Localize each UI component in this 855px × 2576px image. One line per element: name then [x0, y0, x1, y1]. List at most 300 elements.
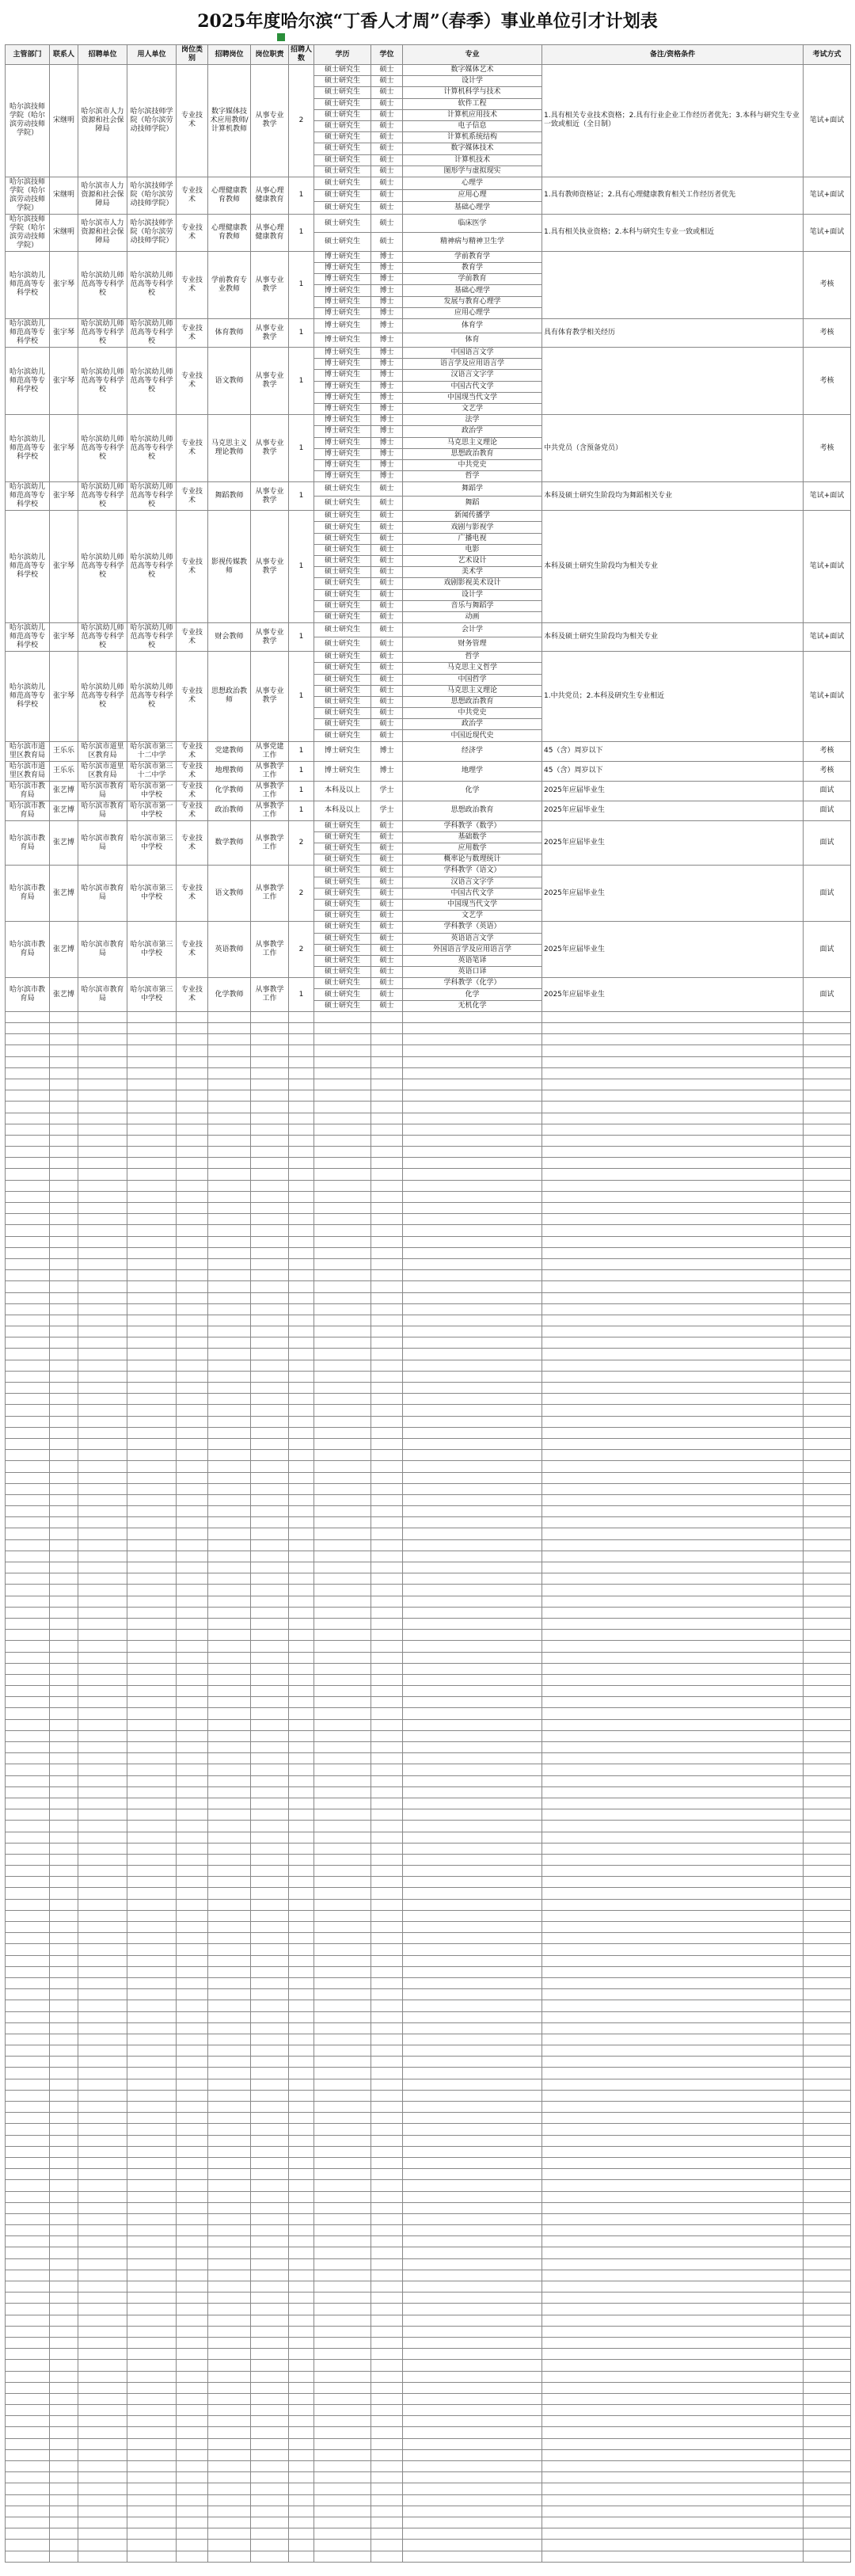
table-cell [127, 1663, 177, 1674]
table-cell [542, 1562, 804, 1573]
table-row [6, 1933, 851, 1944]
cell-major: 学科教学（数学） [403, 820, 542, 831]
table-cell [177, 1247, 208, 1258]
table-cell [177, 1483, 208, 1494]
cell-duty: 从事教学工作 [251, 761, 289, 781]
table-cell [542, 1977, 804, 1988]
cell-major: 中共党史 [403, 708, 542, 719]
table-row [6, 1292, 851, 1303]
cell-contact: 张宇琴 [50, 652, 78, 742]
table-cell [371, 1337, 403, 1349]
table-cell [314, 1461, 371, 1472]
cell-major: 中国现当代文学 [403, 392, 542, 403]
table-cell [542, 2315, 804, 2326]
cell-num: 2 [289, 820, 314, 866]
table-cell [78, 1303, 127, 1315]
table-cell [371, 2247, 403, 2258]
table-cell [542, 1607, 804, 1618]
table-row [6, 415, 851, 426]
cell-edu: 硕士研究生 [314, 482, 371, 497]
table-cell [314, 1067, 371, 1079]
cell-major: 财务管理 [403, 637, 542, 652]
table-cell [50, 2102, 78, 2113]
table-cell [314, 1147, 371, 1158]
table-cell [403, 2494, 542, 2506]
table-row [6, 1596, 851, 1607]
table-cell [804, 2551, 851, 2562]
table-cell [251, 2146, 289, 2157]
table-cell [314, 1944, 371, 1955]
table-row [6, 1337, 851, 1349]
table-cell [6, 1966, 50, 1977]
table-cell [208, 1607, 251, 1618]
cell-unit: 哈尔滨幼儿师范高等专科学校 [78, 623, 127, 652]
table-cell [289, 1371, 314, 1382]
table-cell [127, 1944, 177, 1955]
table-cell [314, 2337, 371, 2348]
table-cell [6, 1585, 50, 1596]
table-cell [371, 2281, 403, 2293]
table-cell [208, 1798, 251, 1809]
table-cell [289, 1472, 314, 1483]
table-cell [127, 1258, 177, 1269]
table-cell [6, 1079, 50, 1090]
table-cell [804, 1742, 851, 1753]
cell-dept: 哈尔滨市教育局 [6, 781, 50, 801]
table-row [6, 2102, 851, 2113]
table-cell [6, 1169, 50, 1180]
cell-num: 1 [289, 623, 314, 652]
table-cell [127, 1517, 177, 1528]
table-cell [127, 2551, 177, 2562]
cell-contact: 张宇琴 [50, 319, 78, 348]
cell-degree: 硕士 [371, 511, 403, 522]
table-cell [542, 1618, 804, 1629]
table-cell [804, 1539, 851, 1551]
table-cell [289, 2258, 314, 2270]
table-cell [371, 1821, 403, 1832]
table-cell [50, 1450, 78, 1461]
table-cell [78, 1034, 127, 1045]
cell-num: 1 [289, 978, 314, 1012]
cell-major: 马克思主义理论 [403, 437, 542, 448]
table-cell [50, 2393, 78, 2404]
table-cell [403, 2438, 542, 2449]
table-cell [251, 1922, 289, 1933]
cell-major: 学科教学（英语） [403, 922, 542, 933]
table-cell [127, 1719, 177, 1730]
table-cell [251, 1258, 289, 1269]
table-cell [804, 2236, 851, 2247]
table-cell [371, 2438, 403, 2449]
table-cell [804, 2449, 851, 2460]
cell-major: 计算机科学与技术 [403, 87, 542, 98]
cell-duty: 从事教学工作 [251, 866, 289, 922]
table-cell [6, 1371, 50, 1382]
table-cell [177, 2022, 208, 2034]
table-cell [289, 1281, 314, 1292]
table-cell [177, 2202, 208, 2213]
table-row [6, 922, 851, 933]
table-cell [542, 1809, 804, 1821]
table-cell [177, 1079, 208, 1090]
table-cell [208, 2337, 251, 2348]
table-cell [289, 1966, 314, 1977]
cell-duty: 从事心理健康教育 [251, 214, 289, 251]
table-cell [314, 1169, 371, 1180]
cell-degree: 硕士 [371, 877, 403, 888]
table-cell [78, 2281, 127, 2293]
table-cell [127, 1247, 177, 1258]
column-header: 主管部门 [6, 45, 50, 65]
table-cell [542, 2225, 804, 2236]
table-cell [314, 1551, 371, 1562]
table-cell [289, 1450, 314, 1461]
table-cell [289, 1427, 314, 1438]
table-cell [371, 1494, 403, 1505]
table-cell [371, 1585, 403, 1596]
table-cell [177, 1966, 208, 1977]
table-cell [403, 1663, 542, 1674]
table-cell [314, 1191, 371, 1202]
table-cell [289, 2438, 314, 2449]
table-cell [542, 1203, 804, 1214]
table-cell [50, 2258, 78, 2270]
table-cell [127, 1832, 177, 1843]
table-cell [177, 1877, 208, 1888]
table-cell [403, 2540, 542, 2551]
table-cell [6, 1349, 50, 1360]
table-cell [6, 2382, 50, 2393]
cell-degree: 学士 [371, 801, 403, 820]
table-cell [403, 2483, 542, 2494]
table-cell [177, 2438, 208, 2449]
table-cell [289, 1821, 314, 1832]
table-row [6, 820, 851, 831]
table-cell [542, 2135, 804, 2146]
table-cell [371, 1652, 403, 1663]
table-cell [289, 1056, 314, 1067]
table-cell [804, 2225, 851, 2236]
page-title: 2025年度哈尔滨“丁香人才周”（春季）事业单位引才计划表 [197, 11, 658, 32]
table-cell [804, 2034, 851, 2045]
cell-edu: 硕士研究生 [314, 978, 371, 989]
table-cell [289, 1225, 314, 1236]
table-cell [251, 1483, 289, 1494]
table-cell [127, 2068, 177, 2079]
table-cell [289, 1730, 314, 1741]
table-row [6, 2247, 851, 2258]
table-cell [251, 1517, 289, 1528]
table-cell [127, 1618, 177, 1629]
cell-edu: 本科及以上 [314, 781, 371, 801]
table-cell [371, 1461, 403, 1472]
table-cell [403, 1045, 542, 1056]
table-cell [251, 1090, 289, 1102]
column-header: 岗位职责 [251, 45, 289, 65]
cell-edu: 硕士研究生 [314, 888, 371, 899]
table-cell [177, 1753, 208, 1764]
table-cell [127, 2281, 177, 2293]
table-cell [371, 1944, 403, 1955]
table-cell [314, 2293, 371, 2304]
table-cell [208, 1450, 251, 1461]
table-cell [6, 1405, 50, 1416]
cell-edu: 硕士研究生 [314, 989, 371, 1000]
table-cell [251, 1955, 289, 1966]
table-cell [251, 1405, 289, 1416]
table-cell [251, 1719, 289, 1730]
table-cell [6, 1663, 50, 1674]
cell-employer: 哈尔滨市第三中学校 [127, 866, 177, 922]
table-cell [177, 1697, 208, 1708]
table-cell [208, 1708, 251, 1719]
table-cell [314, 2393, 371, 2404]
cell-degree: 博士 [371, 348, 403, 359]
table-cell [177, 1630, 208, 1641]
table-cell [314, 1809, 371, 1821]
table-cell [208, 2438, 251, 2449]
table-cell [289, 1214, 314, 1225]
table-cell [251, 1764, 289, 1775]
table-cell [50, 1528, 78, 1539]
table-cell [6, 2157, 50, 2168]
table-cell [127, 1394, 177, 1405]
cell-edu: 博士研究生 [314, 459, 371, 470]
table-row [6, 2405, 851, 2416]
cell-category: 专业技术 [177, 922, 208, 978]
table-cell [371, 1697, 403, 1708]
cell-contact: 张艺博 [50, 922, 78, 978]
cell-edu: 硕士研究生 [314, 556, 371, 567]
table-cell [804, 2382, 851, 2393]
table-cell [208, 1258, 251, 1269]
table-cell [289, 2461, 314, 2472]
cell-degree: 硕士 [371, 65, 403, 76]
table-cell [251, 1494, 289, 1505]
table-cell [403, 1102, 542, 1113]
table-cell [542, 2213, 804, 2224]
table-cell [403, 2057, 542, 2068]
table-cell [208, 1596, 251, 1607]
cell-major: 发展与教育心理学 [403, 296, 542, 307]
table-cell [371, 2326, 403, 2337]
table-cell [208, 1585, 251, 1596]
table-cell [289, 1742, 314, 1753]
table-cell [289, 1191, 314, 1202]
table-cell [208, 2191, 251, 2202]
table-cell [177, 2034, 208, 2045]
table-cell [804, 2293, 851, 2304]
table-cell [208, 2293, 251, 2304]
cell-post: 语文教师 [208, 348, 251, 415]
table-cell [50, 1169, 78, 1180]
table-cell [289, 2483, 314, 2494]
table-cell [251, 1989, 289, 2000]
table-cell [78, 2045, 127, 2057]
table-cell [177, 2213, 208, 2224]
table-cell [403, 1854, 542, 1865]
table-cell [403, 1708, 542, 1719]
table-cell [371, 1854, 403, 1865]
table-cell [177, 1809, 208, 1821]
table-cell [314, 1528, 371, 1539]
table-cell [127, 1360, 177, 1371]
table-cell [78, 1135, 127, 1146]
cell-exam: 考核 [804, 415, 851, 482]
table-cell [289, 2022, 314, 2034]
cell-duty: 从事专业教学 [251, 319, 289, 348]
table-cell [177, 1180, 208, 1191]
table-cell [251, 2405, 289, 2416]
cell-degree: 硕士 [371, 922, 403, 933]
table-cell [50, 2517, 78, 2528]
table-cell [289, 1910, 314, 1921]
table-cell [6, 1394, 50, 1405]
column-header: 专业 [403, 45, 542, 65]
table-cell [127, 2180, 177, 2191]
cell-major: 基础心理学 [403, 202, 542, 215]
table-cell [804, 1809, 851, 1821]
table-cell [50, 2326, 78, 2337]
cell-employer: 哈尔滨市第一中学校 [127, 801, 177, 820]
table-cell [6, 2393, 50, 2404]
table-cell [251, 1551, 289, 1562]
table-cell [289, 1899, 314, 1910]
table-cell [177, 1023, 208, 1034]
cell-post: 党建教师 [208, 741, 251, 761]
table-cell [208, 1573, 251, 1585]
table-cell [6, 1461, 50, 1472]
table-cell [6, 1416, 50, 1427]
table-cell [127, 1955, 177, 1966]
table-cell [50, 1337, 78, 1349]
table-cell [6, 1506, 50, 1517]
table-cell [314, 1394, 371, 1405]
table-cell [314, 2528, 371, 2540]
cell-unit: 哈尔滨市教育局 [78, 922, 127, 978]
table-cell [50, 1686, 78, 1697]
table-cell [50, 1315, 78, 1326]
cell-contact: 张艺博 [50, 820, 78, 866]
table-cell [50, 1506, 78, 1517]
table-cell [78, 2068, 127, 2079]
table-cell [314, 1764, 371, 1775]
cell-degree: 硕士 [371, 143, 403, 154]
table-cell [6, 2360, 50, 2371]
table-cell [542, 1966, 804, 1977]
table-cell [371, 1618, 403, 1629]
table-cell [208, 2360, 251, 2371]
table-cell [251, 1147, 289, 1158]
cell-remarks: 1.具有教师资格证；2.具有心理健康教育相关工作经历者优先 [542, 177, 804, 214]
table-cell [804, 2438, 851, 2449]
cell-degree: 硕士 [371, 967, 403, 978]
table-cell [127, 1888, 177, 1899]
table-cell [6, 1910, 50, 1921]
table-cell [6, 1562, 50, 1573]
cell-category: 专业技术 [177, 511, 208, 623]
cell-unit: 哈尔滨幼儿师范高等专科学校 [78, 348, 127, 415]
table-cell [289, 1618, 314, 1629]
table-cell [804, 1147, 851, 1158]
table-cell [403, 1394, 542, 1405]
table-cell [289, 1247, 314, 1258]
table-cell [78, 1225, 127, 1236]
table-cell [314, 1011, 371, 1022]
cell-major: 无机化学 [403, 1000, 542, 1011]
table-row [6, 1034, 851, 1045]
table-cell [403, 1977, 542, 1988]
table-cell [542, 2124, 804, 2135]
table-cell [208, 1045, 251, 1056]
table-cell [542, 2146, 804, 2157]
table-cell [127, 1067, 177, 1079]
table-cell [6, 1281, 50, 1292]
table-cell [289, 2315, 314, 2326]
table-cell [6, 1483, 50, 1494]
table-cell [6, 1191, 50, 1202]
table-cell [127, 2528, 177, 2540]
table-cell [289, 1708, 314, 1719]
table-cell [289, 1394, 314, 1405]
cell-exam: 面试 [804, 922, 851, 978]
table-cell [50, 2382, 78, 2393]
table-cell [127, 1090, 177, 1102]
table-cell [542, 1214, 804, 1225]
table-cell [289, 2371, 314, 2382]
table-cell [371, 2551, 403, 2562]
table-cell [127, 1899, 177, 1910]
cell-duty: 从事教学工作 [251, 978, 289, 1012]
table-cell [804, 1922, 851, 1933]
table-cell [542, 1764, 804, 1775]
table-cell [50, 1866, 78, 1877]
table-cell [289, 1753, 314, 1764]
table-row [6, 1877, 851, 1888]
cell-num: 1 [289, 319, 314, 348]
table-cell [50, 2416, 78, 2427]
table-cell [6, 1034, 50, 1045]
table-cell [371, 1292, 403, 1303]
table-cell [542, 1258, 804, 1269]
table-cell [208, 1551, 251, 1562]
table-cell [314, 1877, 371, 1888]
table-cell [78, 1933, 127, 1944]
table-cell [542, 2247, 804, 2258]
cell-duty: 从事教学工作 [251, 801, 289, 820]
table-cell [177, 2293, 208, 2304]
table-cell [289, 1832, 314, 1843]
recruitment-table [5, 44, 851, 2563]
table-row [6, 1236, 851, 1247]
table-cell [251, 1585, 289, 1596]
table-cell [371, 2506, 403, 2517]
column-header: 学位 [371, 45, 403, 65]
table-cell [804, 2180, 851, 2191]
cell-contact: 宋继明 [50, 65, 78, 177]
table-cell [542, 1899, 804, 1910]
cell-degree: 硕士 [371, 214, 403, 233]
table-cell [804, 1888, 851, 1899]
table-cell [403, 2079, 542, 2090]
table-cell [403, 1236, 542, 1247]
table-cell [50, 1966, 78, 1977]
table-cell [50, 1394, 78, 1405]
table-cell [314, 2494, 371, 2506]
table-cell [251, 1809, 289, 1821]
cell-major: 计算机技术 [403, 154, 542, 166]
